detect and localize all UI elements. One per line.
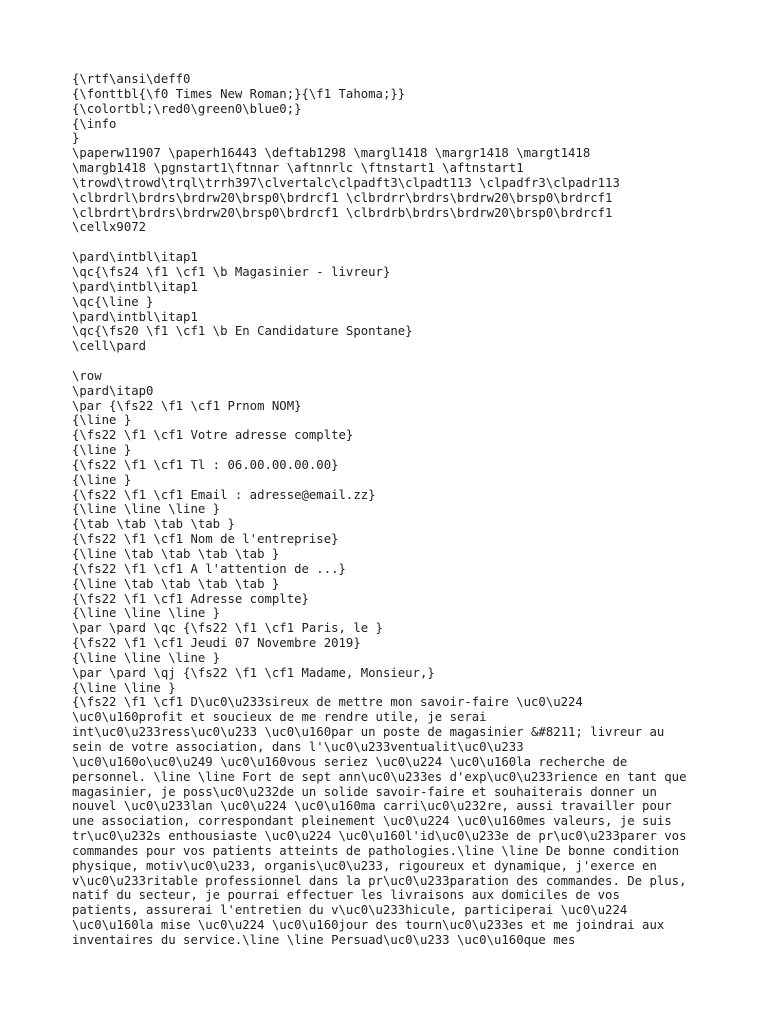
text-line: \pard\intbl\itap1 [72, 309, 198, 324]
text-line: \clbrdrl\brdrs\brdrw20\brsp0\brdrcf1 \clbrdrr\brdrs\brdrw20\brsp0\brdrcf1 [72, 190, 613, 205]
text-line: \row [72, 368, 102, 383]
text-line: {\line \tab \tab \tab \tab } [72, 576, 280, 591]
text-line: int\uc0\u233ress\uc0\u233 \uc0\u160par un poste de magasinier &#8211; livreur au [72, 725, 665, 740]
text-line: physique, motiv\uc0\u233, organis\uc0\u233, rigoureux et dynamique, j'exerce en [72, 858, 657, 873]
text-line: \pard\itap0 [72, 383, 154, 398]
text-line: \paperw11907 \paperh16443 \deftab1298 \margl1418 \margr1418 \margt1418 [72, 146, 591, 161]
text-line: {\rtf\ansi\deff0 [72, 72, 191, 86]
rtf-source-text [72, 72, 712, 948]
text-line: \qc{\fs20 \f1 \cf1 \b En Candidature Spontane} [72, 324, 413, 339]
text-line: \cell\pard [72, 339, 147, 354]
text-line: \pard\intbl\itap1 [72, 250, 198, 265]
text-line: \trowd\trowd\trql\trrh397\clvertalc\clpadft3\clpadt113 \clpadfr3\clpadr113 [72, 175, 620, 190]
text-line: \pard\intbl\itap1 [72, 279, 198, 294]
text-line: v\uc0\u233ritable professionnel dans la pr\uc0\u233paration des commandes. De plus, [72, 873, 687, 888]
text-line: } [72, 131, 80, 146]
text-line: \cellx9072 [72, 220, 147, 235]
text-line: {\colortbl;\red0\green0\blue0;} [72, 101, 302, 116]
text-line [72, 235, 712, 250]
text-line: natif du secteur, je pourrai effectuer les livraisons aux domiciles de vos [72, 888, 620, 903]
text-line: inventaires du service.\line \line Persuad\uc0\u233 \uc0\u160que mes [72, 932, 576, 947]
text-line: tr\uc0\u232s enthousiaste \uc0\u224 \uc0\u160l'id\uc0\u233e de pr\uc0\u233parer vos [72, 829, 687, 844]
text-line: \par {\fs22 \f1 \cf1 Prnom NOM} [72, 398, 302, 413]
text-line: {\fs22 \f1 \cf1 Adresse complte} [72, 591, 309, 606]
text-line: {\info [72, 116, 117, 131]
text-line: \clbrdrt\brdrs\brdrw20\brsp0\brdrcf1 \clbrdrb\brdrs\brdrw20\brsp0\brdrcf1 [72, 205, 613, 220]
text-line: {\line \line \line } [72, 650, 221, 665]
text-line: {\fs22 \f1 \cf1 Jeudi 07 Novembre 2019} [72, 636, 361, 651]
text-line: sein de votre association, dans l'\uc0\u233ventualit\uc0\u233 [72, 739, 524, 754]
text-line: {\fs22 \f1 \cf1 Tl : 06.00.00.00.00} [72, 457, 339, 472]
text-line: \uc0\u160profit et soucieux de me rendre utile, je serai [72, 710, 487, 725]
text-line: {\fs22 \f1 \cf1 Email : adresse@email.zz} [72, 487, 376, 502]
text-line: {\fs22 \f1 \cf1 D\uc0\u233sireux de mettre mon savoir-faire \uc0\u224 [72, 695, 583, 710]
text-line: {\line \tab \tab \tab \tab } [72, 547, 280, 561]
text-line: une association, correspondant pleinement \uc0\u224 \uc0\u160mes valeurs, je suis [72, 814, 672, 829]
text-line: \par \pard \qj {\fs22 \f1 \cf1 Madame, Monsieur,} [72, 665, 435, 680]
text-line: {\line \line } [72, 680, 176, 695]
text-line: \uc0\u160o\uc0\u249 \uc0\u160vous seriez \uc0\u224 \uc0\u160la recherche de [72, 754, 628, 769]
text-line: personnel. \line \line Fort de sept ann\uc0\u233es d'exp\uc0\u233rience en tant que [72, 769, 687, 784]
text-line: {\line } [72, 413, 132, 428]
text-line: \par \pard \qc {\fs22 \f1 \cf1 Paris, le } [72, 621, 383, 636]
text-line: nouvel \uc0\u233lan \uc0\u224 \uc0\u160ma carri\uc0\u232re, aussi travailler pour [72, 799, 672, 814]
text-line: magasinier, je poss\uc0\u232de un solide savoir-faire et souhaiterais donner un [72, 784, 657, 799]
text-line: {\line \line \line } [72, 606, 221, 621]
text-line: {\fs22 \f1 \cf1 Votre adresse complte} [72, 428, 354, 443]
text-line: {\line } [72, 472, 132, 487]
text-line: patients, assurerai l'entretien du v\uc0\u233hicule, participerai \uc0\u224 [72, 903, 628, 918]
text-line: \qc{\line } [72, 294, 154, 309]
text-line: {\line } [72, 443, 132, 458]
text-line: {\fonttbl{\f0 Times New Roman;}{\f1 Tahoma;}} [72, 86, 406, 101]
text-line: {\tab \tab \tab \tab } [72, 517, 235, 532]
text-line: \margb1418 \pgnstart1\ftnnar \aftnnrlc \ftnstart1 \aftnstart1 [72, 161, 524, 176]
text-line: {\fs22 \f1 \cf1 Nom de l'entreprise} [72, 532, 339, 547]
text-line: {\fs22 \f1 \cf1 A l'attention de ...} [72, 561, 346, 576]
text-line: \qc{\fs24 \f1 \cf1 \b Magasinier - livreur} [72, 264, 391, 279]
text-line: {\line \line \line } [72, 502, 221, 517]
text-line [72, 354, 712, 369]
text-line: \uc0\u160la mise \uc0\u224 \uc0\u160jour des tourn\uc0\u233es et me joindrai aux [72, 918, 665, 933]
text-line: commandes pour vos patients atteints de pathologies.\line \line De bonne condition [72, 843, 680, 858]
